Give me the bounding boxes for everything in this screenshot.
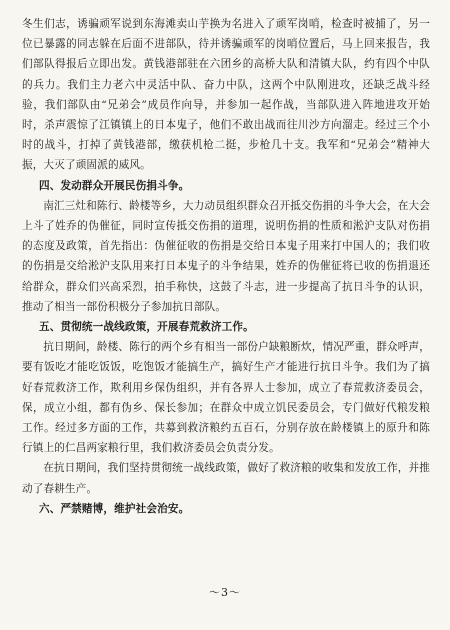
paragraph-famine-relief: 抗日期间，龄楼、陈行的两个乡有相当一部份户缺粮断炊，情况严重，群众呼声，要有饭吃才能吃饭饭，吃饱饭才能搞生产，搞好生产才能进行抗日斗争。我们为了搞好春荒救济工作，欺利用乡保伪组织，并有各界人士参加，成立了春荒救济委员会，保，成立小组，都有伪乡、保长参加；在群众中成立饥民委员会，专门做好代粮发粮工作。经过多方面的工作，共募到救济粮约五百石，分别存放在龄楼镇上的原升和陈行镇上的仁昌两家粮行里，我们救济委员会负责分发。: [22, 341, 430, 455]
paragraph-continued: 冬生们志，诱骗顽军说到东海滩卖山芋换为名进入了顽军岗哨，检查时被捕了，另一位已暴露的同志躲在后面不进部队，待并诱骗顽军的岗哨位置后，马上回来报告，我们部队得报后立即出发。黄钱港部驻在六团乡的高桥大队和清镇大队，约有四个中队的兵力。我们主力老六中灵活中队、奋力中队，这两个中队刚进攻，还缺乏战斗经验，我们部队由“兄弟会”成员作向导，并参加一起作战，当部队进入阵地进攻开始时，杀声震惊了江镇镇上的日本鬼子，他们不敢出战而往川沙方向溜走。经过三个小时的战斗，打掉了黄钱港部，缴获机枪二挺，步枪几十支。我军和“兄弟会”精神大振，大灭了顽固派的威风。: [22, 18, 430, 172]
section-heading-6: 六、严禁赌博，维护社会治安。: [38, 502, 190, 515]
section-heading-5: 五、贯彻统一战线政策，开展春荒救济工作。: [38, 321, 254, 334]
document-page: [22, 14, 430, 519]
paragraph-relief-summary: 在抗日期间，我们坚持贯彻统一战线政策，做好了救济粮的收集和发放工作，并推动了春耕生产。: [22, 462, 430, 495]
paragraph-tax-struggle: 南汇三灶和陈行、龄楼等乡，大力动员组织群众召开抵交伤捐的斗争大会，在大会上斗了姓乔的伪催征，同时宣传抵交伤捐的道理，说明伤捐的性质和淞沪支队对伤捐的态度及政策，首先指出：伪催征收的伤捐是交给日本鬼子用来打中国人的；我们收的伤捐是交给淞沪支队用来打日本鬼子的斗争结果，姓乔的伪催征将已收的伤捐退还给群众，群众们兴高采烈，拍手称快，这鼓了斗志，进一步提高了抗日斗争的认识，推动了相当一部份积极分子参加抗日部队。: [22, 199, 430, 313]
page-number: ～3～: [209, 586, 241, 599]
section-heading-4: 四、发动群众开展民伤捐斗争。: [38, 179, 190, 192]
